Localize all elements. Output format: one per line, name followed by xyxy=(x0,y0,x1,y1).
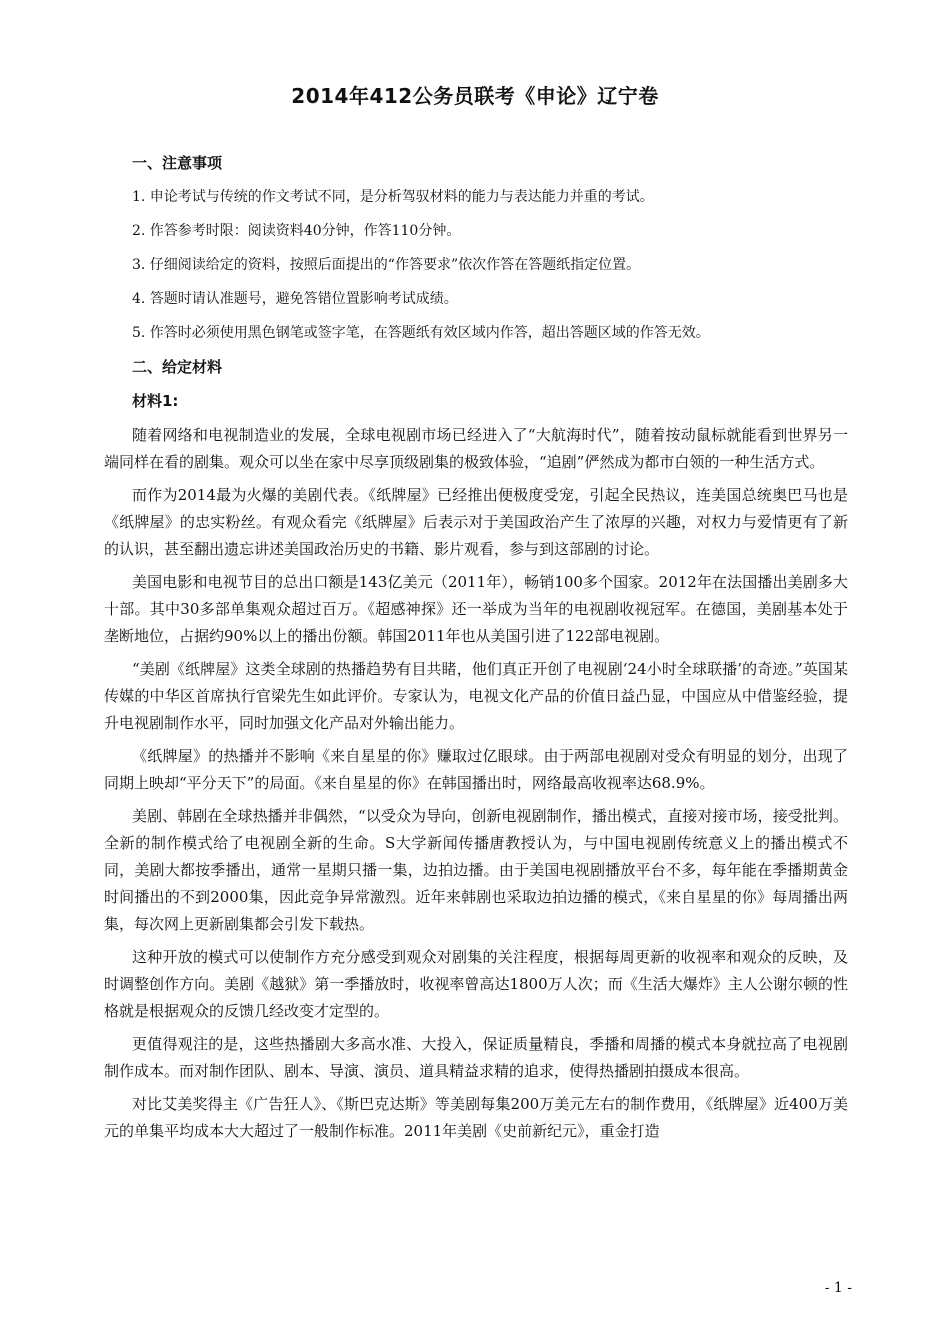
note-item: 1. 申论考试与传统的作文考试不同，是分析驾驭材料的能力与表达能力并重的考试。 xyxy=(132,189,654,205)
note-item: 3. 仔细阅读给定的资料，按照后面提出的“作答要求”依次作答在答题纸指定位置。 xyxy=(132,257,641,273)
material-paragraph: 而作为2014最为火爆的美剧代表。《纸牌屋》已经推出便极度受宠，引起全民热议，连美国总统奥巴马也是《纸牌屋》的忠实粉丝。有观众看完《纸牌屋》后表示对于美国政治产生了浓厚的兴趣，对权力与爱情更有了新的认识，甚至翻出遗忘讲述美国政治历史的书籍、影片观看，参与到这部剧的讨论。 xyxy=(104,486,848,558)
document-title: 2014年412公务员联考《申论》辽宁卷 xyxy=(291,84,659,108)
material-paragraph: 随着网络和电视制造业的发展，全球电视剧市场已经进入了“大航海时代”，随着按动鼠标就能看到世界另一端同样在看的剧集。观众可以坐在家中尽享顶级剧集的极致体验，“追剧”俨然成为都市白领的一种生活方式。 xyxy=(104,426,848,471)
material-paragraph: 对比艾美奖得主《广告狂人》、《斯巴克达斯》等美剧每集200万美元左右的制作费用，《纸牌屋》近400万美元的单集平均成本大大超过了一般制作标准。2011年美剧《史前新纪元》，重金打造 xyxy=(104,1095,848,1140)
material-label: 材料1: xyxy=(132,392,179,410)
material-paragraph: 更值得观注的是，这些热播剧大多高水准、大投入，保证质量精良，季播和周播的模式本身就拉高了电视剧制作成本。而对制作团队、剧本、导演、演员、道具精益求精的追求，使得热播剧拍摄成本很高。 xyxy=(104,1035,848,1080)
note-item: 5. 作答时必须使用黑色钢笔或签字笔，在答题纸有效区域内作答，超出答题区域的作答无效。 xyxy=(132,325,710,341)
material-paragraph: 美剧、韩剧在全球热播并非偶然，“以受众为导向，创新电视剧制作，播出模式，直接对接市场，接受批判。全新的制作模式给了电视剧全新的生命。S大学新闻传播唐教授认为，与中国电视剧传统意义上的播出模式不同，美剧大都按季播出，通常一星期只播一集，边拍边播。由于美国电视剧播放平台不多，每年能在季播期黄金时间播出的不到2000集，因此竞争异常激烈。近年来韩剧也采取边拍边播的模式，《来自星星的你》每周播出两集，每次网上更新剧集都会引发下载热。 xyxy=(104,807,848,933)
material-paragraph: 美国电影和电视节目的总出口额是143亿美元（2011年），畅销100多个国家。2012年在法国播出美剧多大十部。其中30多部单集观众超过百万。《超感神探》还一举成为当年的电视剧收视冠军。在德国，美剧基本处于垄断地位，占据约90%以上的播出份额。韩国2011年也从美国引进了122部电视剧。 xyxy=(104,573,848,645)
material-paragraph: “美剧《纸牌屋》这类全球剧的热播趋势有目共睹，他们真正开创了电视剧‘24小时全球联播’的奇迹。”英国某传媒的中华区首席执行官梁先生如此评价。专家认为，电视文化产品的价值日益凸显，中国应从中借鉴经验，提升电视剧制作水平，同时加强文化产品对外输出能力。 xyxy=(104,660,848,732)
document-body xyxy=(104,150,848,1151)
note-item: 2. 作答参考时限：阅读资料40分钟，作答110分钟。 xyxy=(132,223,461,239)
section-heading-notes: 一、注意事项 xyxy=(132,154,223,172)
material-paragraph: 《纸牌屋》的热播并不影响《来自星星的你》赚取过亿眼球。由于两部电视剧对受众有明显的划分，出现了同期上映却“平分天下”的局面。《来自星星的你》在韩国播出时，网络最高收视率达68.9%。 xyxy=(104,747,848,792)
material-paragraph: 这种开放的模式可以使制作方充分感受到观众对剧集的关注程度，根据每周更新的收视率和观众的反映，及时调整创作方向。美剧《越狱》第一季播放时，收视率曾高达1800万人次；而《生活大爆炸》主人公谢尔顿的性格就是根据观众的反馈几经改变才定型的。 xyxy=(104,948,848,1020)
section-heading-materials: 二、给定材料 xyxy=(132,358,223,376)
page-number: - 1 - xyxy=(824,1280,852,1296)
note-item: 4. 答题时请认准题号，避免答错位置影响考试成绩。 xyxy=(132,291,458,307)
